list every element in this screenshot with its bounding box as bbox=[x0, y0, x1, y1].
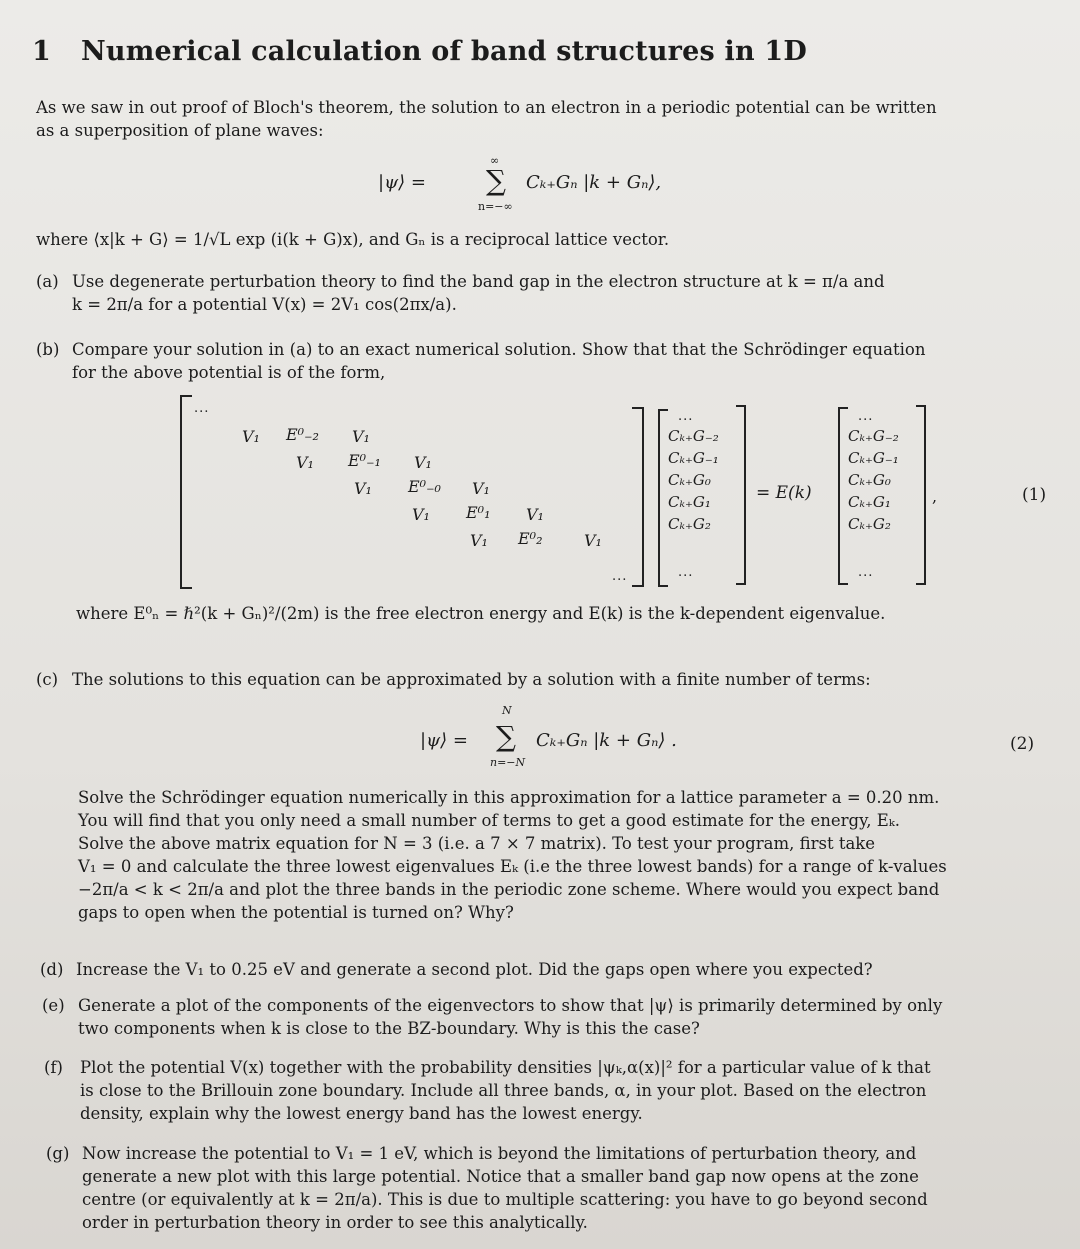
part-c-line: Solve the Schrödinger equation numerically in this approximation for a lattice parameter a = 0.20 nm. bbox=[78, 788, 940, 807]
part-g-line-2: generate a new plot with this large potential. Notice that a smaller band gap now opens at the zone bbox=[82, 1167, 919, 1186]
part-b-line-2: for the above potential is of the form, bbox=[72, 363, 386, 382]
matrix-cell: V₁ bbox=[242, 427, 260, 446]
part-c-line: V₁ = 0 and calculate the three lowest eigenvalues Eₖ (i.e the three lowest bands) for a range of k-values bbox=[78, 857, 947, 876]
vector-right-bracket-close bbox=[916, 405, 926, 585]
finite-sum-equation bbox=[420, 702, 1040, 772]
intro-line-2: as a superposition of plane waves: bbox=[36, 121, 324, 140]
matrix-cell: V₁ bbox=[412, 505, 430, 524]
matrix-cell: V₁ bbox=[472, 479, 490, 498]
where-reciprocal-lattice: where ⟨x|k + G⟩ = 1/√L exp (i(k + G)x), and Gₙ is a reciprocal lattice vector. bbox=[36, 230, 670, 249]
part-a-label: (a) bbox=[36, 272, 59, 291]
intro-line-1: As we saw in out proof of Bloch's theorem, the solution to an electron in a periodic potential can be written bbox=[36, 98, 937, 117]
part-g-line-4: order in perturbation theory in order to see this analytically. bbox=[82, 1213, 588, 1232]
coefficient-vector-right bbox=[848, 425, 899, 535]
matrix-top-dots: ... bbox=[194, 401, 210, 416]
eigenvalue-label: = E(k) bbox=[756, 483, 812, 503]
part-e bbox=[42, 994, 1072, 1040]
matrix-comma: , bbox=[932, 487, 938, 506]
part-d-line-1: Increase the V₁ to 0.25 eV and generate a second plot. Did the gaps open where you expected? bbox=[76, 960, 873, 979]
eq-c-sum-lower: n=−N bbox=[490, 756, 526, 769]
part-f-line-2: is close to the Brillouin zone boundary. Include all three bands, α, in your plot. Based on the electron bbox=[80, 1081, 927, 1100]
eq-c-sum-upper: N bbox=[502, 704, 512, 717]
equation-number-1: (1) bbox=[1022, 485, 1047, 505]
part-c-intro bbox=[36, 668, 1066, 691]
sum-symbol: ∑ bbox=[496, 720, 516, 753]
section-heading bbox=[32, 36, 807, 67]
part-f bbox=[44, 1056, 1074, 1125]
part-c-line: gaps to open when the potential is turned on? Why? bbox=[78, 903, 514, 922]
intro-paragraph bbox=[36, 96, 1066, 142]
matrix-cell: E⁰₋₂ bbox=[286, 425, 319, 444]
part-d bbox=[40, 958, 1070, 981]
matrix-cell: V₁ bbox=[414, 453, 432, 472]
matrix-bottom-dots: ... bbox=[612, 569, 628, 584]
section-number: 1 bbox=[32, 36, 51, 67]
vector-right-bracket-open bbox=[838, 407, 848, 585]
vector-entry: Cₖ₊G₁ bbox=[668, 493, 711, 511]
part-e-line-2: two components when k is close to the BZ-boundary. Why is this the case? bbox=[78, 1019, 700, 1038]
vector-left-bracket-close bbox=[736, 405, 746, 585]
part-g-line-3: centre (or equivalently at k = 2π/a). This is due to multiple scattering: you have to go beyond second bbox=[82, 1190, 928, 1209]
eq-c-rhs: Cₖ₊Gₙ |k + Gₙ⟩ . bbox=[536, 730, 677, 751]
matrix-equation bbox=[180, 395, 1060, 595]
vector-right-top-dots: ... bbox=[858, 409, 874, 424]
part-c-body bbox=[78, 786, 1068, 924]
vector-entry: Cₖ₊G₂ bbox=[848, 515, 891, 533]
matrix-cell: V₁ bbox=[526, 505, 544, 524]
part-c-line: Solve the above matrix equation for N = 3 (i.e. a 7 × 7 matrix). To test your program, first take bbox=[78, 834, 876, 853]
vector-entry: Cₖ₊G₂ bbox=[668, 515, 711, 533]
vector-entry: Cₖ₊G₋₁ bbox=[848, 449, 899, 467]
part-g-label: (g) bbox=[46, 1144, 70, 1163]
matrix-cell: V₁ bbox=[354, 479, 372, 498]
vector-entry: Cₖ₊G₁ bbox=[848, 493, 891, 511]
part-a bbox=[36, 270, 1066, 316]
vector-left-bracket-open bbox=[658, 409, 668, 587]
matrix-left-bracket bbox=[180, 395, 192, 589]
part-b bbox=[36, 338, 1066, 384]
matrix-cell: E⁰₂ bbox=[518, 529, 543, 548]
part-e-label: (e) bbox=[42, 996, 65, 1015]
part-c-line: You will find that you only need a small number of terms to get a good estimate for the energy, Eₖ. bbox=[78, 811, 901, 830]
vector-right-bottom-dots: ... bbox=[858, 565, 874, 580]
coefficient-vector-left bbox=[668, 425, 719, 535]
eq-c-lhs: |ψ⟩ = bbox=[420, 730, 469, 751]
part-e-line-1: Generate a plot of the components of the eigenvectors to show that |ψ⟩ is primarily determined by only bbox=[78, 996, 943, 1015]
part-f-line-3: density, explain why the lowest energy band has the lowest energy. bbox=[80, 1104, 643, 1123]
part-a-line-2: k = 2π/a for a potential V(x) = 2V₁ cos(2πx/a). bbox=[72, 295, 457, 314]
part-c-line: −2π/a < k < 2π/a and plot the three bands in the periodic zone scheme. Where would you expect band bbox=[78, 880, 940, 899]
matrix-cell: V₁ bbox=[352, 427, 370, 446]
vector-entry: Cₖ₊G₋₂ bbox=[668, 427, 719, 445]
matrix-cell: V₁ bbox=[296, 453, 314, 472]
eq-main-rhs: Cₖ₊Gₙ |k + Gₙ⟩, bbox=[526, 172, 662, 193]
section-title: Numerical calculation of band structures in 1D bbox=[81, 36, 807, 67]
matrix-cell: E⁰₁ bbox=[466, 503, 491, 522]
equation-number-2: (2) bbox=[1010, 734, 1035, 754]
vector-left-top-dots: ... bbox=[678, 409, 694, 424]
part-f-line-1: Plot the potential V(x) together with the probability densities |ψₖ,α(x)|² for a particular value of k that bbox=[80, 1058, 931, 1077]
eq-main-sum-upper: ∞ bbox=[490, 154, 500, 167]
sum-symbol: ∑ bbox=[486, 164, 506, 197]
vector-entry: Cₖ₊G₋₁ bbox=[668, 449, 719, 467]
part-b-line-1: Compare your solution in (a) to an exact numerical solution. Show that that the Schrödinger equation bbox=[72, 340, 926, 359]
matrix-cell: E⁰₋₁ bbox=[348, 451, 381, 470]
part-d-label: (d) bbox=[40, 960, 64, 979]
part-a-line-1: Use degenerate perturbation theory to find the band gap in the electron structure at k = π/a and bbox=[72, 272, 885, 291]
part-g bbox=[46, 1142, 1076, 1234]
matrix-right-bracket bbox=[632, 407, 644, 587]
vector-entry: Cₖ₊G₀ bbox=[848, 471, 891, 489]
bloch-superposition-equation bbox=[378, 154, 718, 216]
part-f-label: (f) bbox=[44, 1058, 63, 1077]
matrix-cell: V₁ bbox=[470, 531, 488, 550]
part-g-line-1: Now increase the potential to V₁ = 1 eV, which is beyond the limitations of perturbation theory, and bbox=[82, 1144, 917, 1163]
where-free-electron-energy: where E⁰ₙ = ℏ²(k + Gₙ)²/(2m) is the free electron energy and E(k) is the k-dependent eigenvalue. bbox=[76, 604, 886, 623]
part-c-label: (c) bbox=[36, 670, 59, 689]
vector-left-bottom-dots: ... bbox=[678, 565, 694, 580]
eq-main-sum-lower: n=−∞ bbox=[478, 200, 513, 213]
vector-entry: Cₖ₊G₀ bbox=[668, 471, 711, 489]
part-b-label: (b) bbox=[36, 340, 60, 359]
matrix-cell: V₁ bbox=[584, 531, 602, 550]
matrix-cell: E⁰₋₀ bbox=[408, 477, 441, 496]
vector-entry: Cₖ₊G₋₂ bbox=[848, 427, 899, 445]
eq-main-lhs: |ψ⟩ = bbox=[378, 172, 427, 193]
part-c-intro-text: The solutions to this equation can be approximated by a solution with a finite number of terms: bbox=[72, 670, 871, 689]
